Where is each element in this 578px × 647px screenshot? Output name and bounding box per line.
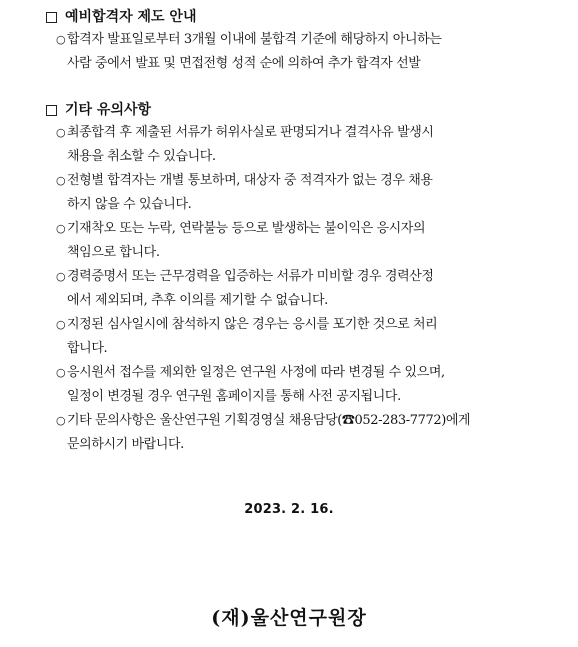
- list-item: [46, 169, 546, 217]
- list-item: [46, 361, 546, 409]
- list-item: [46, 121, 546, 169]
- item-line: 기타 문의사항은 울산연구원 기획경영실 채용담당(☎052-283-7772)에게: [67, 413, 471, 428]
- item-list: [46, 121, 546, 457]
- item-line: 하지 않을 수 있습니다.: [67, 197, 192, 212]
- circle-bullet-icon: ○: [56, 33, 66, 46]
- signature-issuer: (재)울산연구원장: [211, 607, 367, 629]
- item-line: 기재착오 또는 누락, 연락불능 등으로 발생하는 불이익은 응시자의: [67, 221, 426, 236]
- list-item: [46, 28, 546, 76]
- circle-bullet-icon: ○: [56, 318, 66, 331]
- list-item: [46, 265, 546, 313]
- item-line: 일정이 변경될 경우 연구원 홈페이지를 통해 사전 공지됩니다.: [67, 389, 401, 404]
- item-line: 응시원서 접수를 제외한 일정은 연구원 사정에 따라 변경될 수 있으며,: [67, 365, 445, 380]
- list-item: [46, 409, 546, 457]
- item-line: 지정된 심사일시에 참석하지 않은 경우는 응시를 포기한 것으로 처리: [67, 317, 438, 332]
- item-line: 최종합격 후 제출된 서류가 허위사실로 판명되거나 결격사유 발생시: [67, 125, 434, 140]
- list-item: [46, 217, 546, 265]
- section-other-notes: [46, 100, 546, 457]
- section-title-text: 기타 유의사항: [65, 102, 152, 118]
- circle-bullet-icon: ○: [56, 126, 66, 139]
- document-date: 2023. 2. 16.: [244, 502, 334, 517]
- item-list: [46, 28, 546, 76]
- item-line: 책임으로 합니다.: [67, 245, 160, 260]
- section-reserve-applicants: [46, 7, 546, 76]
- square-bullet-icon: [46, 105, 57, 116]
- section-title-text: 예비합격자 제도 안내: [65, 9, 197, 25]
- circle-bullet-icon: ○: [56, 414, 66, 427]
- circle-bullet-icon: ○: [56, 366, 66, 379]
- section-title: [46, 7, 546, 27]
- list-item: [46, 313, 546, 361]
- item-line: 문의하시기 바랍니다.: [67, 437, 184, 452]
- item-line: 합니다.: [67, 341, 108, 356]
- square-bullet-icon: [46, 12, 57, 23]
- item-line: 전형별 합격자는 개별 통보하며, 대상자 중 적격자가 없는 경우 채용: [67, 173, 433, 188]
- section-title: [46, 100, 546, 120]
- item-line: 사람 중에서 발표 및 면접전형 성적 순에 의하여 추가 합격자 선발: [67, 56, 421, 71]
- circle-bullet-icon: ○: [56, 174, 66, 187]
- item-line: 채용을 취소할 수 있습니다.: [67, 149, 216, 164]
- circle-bullet-icon: ○: [56, 222, 66, 235]
- circle-bullet-icon: ○: [56, 270, 66, 283]
- item-line: 경력증명서 또는 근무경력을 입증하는 서류가 미비할 경우 경력산정: [67, 269, 434, 284]
- item-line: 합격자 발표일로부터 3개월 이내에 불합격 기준에 해당하지 아니하는: [67, 32, 442, 47]
- item-line: 에서 제외되며, 추후 이의를 제기할 수 없습니다.: [67, 293, 328, 308]
